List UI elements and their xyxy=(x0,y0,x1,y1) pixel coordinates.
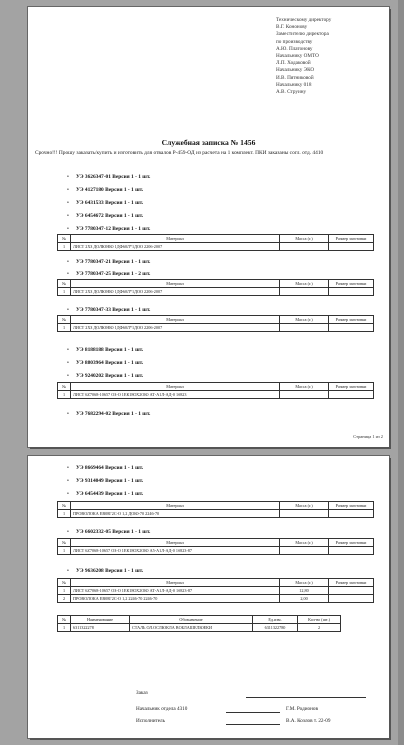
col-header: Масса (г.) xyxy=(280,579,329,587)
col-header: Материал xyxy=(71,235,280,243)
col-header: Размер заготовки xyxy=(329,235,374,243)
col-header: Материал xyxy=(71,316,280,324)
material-table xyxy=(57,501,374,518)
document-page-2 xyxy=(28,456,389,738)
col-header: Материал xyxy=(71,502,280,510)
col-header: № xyxy=(58,280,71,288)
list-item: • УЭ 8188188 Версия 1 - 1 шт. xyxy=(76,347,143,353)
addressee-line: А.В. Струину xyxy=(276,89,307,96)
addressee-line: по производству xyxy=(276,38,313,45)
material-table xyxy=(57,382,374,399)
table-row: 1 ЛИСТ 6Z7068-10657 ОЗ-О 1ЕК18ОХ2ОЮ АТ-А1Л-АД-0 1б823 xyxy=(58,391,374,399)
page-number: Страница 1 из 2 xyxy=(353,434,383,439)
col-header: Обозначение xyxy=(130,616,253,624)
list-item: • УЭ 6454672 Версия 1 - 1 шт. xyxy=(76,213,143,219)
approve-label: Заказ xyxy=(136,690,148,696)
col-header: Масса (г.) xyxy=(280,502,329,510)
signature-line xyxy=(226,724,280,725)
list-item: • УЭ 6454439 Версия 1 - 1 шт. xyxy=(76,491,143,497)
table-row: 1 ЛИСТ 6Z7068-10657 ОЗ-О 1ЕК18ОХ2ОЮ АТ-А1Л-АД-0 1б823-87 12,80 xyxy=(58,587,374,595)
addressee-block xyxy=(276,17,384,96)
table-row: 1 ЛИСТ 2ХЗ ДОЛЮНЮ 1ДФ60Л*1ДОО 2206-2007 xyxy=(58,243,374,251)
col-header: Размер заготовки xyxy=(329,316,374,324)
signer-name: В.А. Козлов т. 22-09 xyxy=(286,718,331,724)
addressee-line: Начальнику ОМТО xyxy=(276,53,319,60)
col-header: № xyxy=(58,539,71,547)
col-header: Масса (г.) xyxy=(280,280,329,288)
addressee-line: Начальнику 018 xyxy=(276,81,312,88)
col-header: № xyxy=(58,616,71,624)
material-table xyxy=(57,315,374,332)
col-header: Размер заготовки xyxy=(329,502,374,510)
scrollbar[interactable] xyxy=(398,0,404,745)
col-header: № xyxy=(58,383,71,391)
addressee-line: А.Ю. Платонову xyxy=(276,45,313,52)
list-item: • УЭ 7780347-21 Версия 1 - 1 шт. xyxy=(76,259,150,265)
col-header: № xyxy=(58,235,71,243)
list-item: • УЭ 8669464 Версия 1 - 1 шт. xyxy=(76,465,143,471)
list-item: • УЭ 3626347-01 Версия 1 - 1 шт. xyxy=(76,174,150,180)
col-header: № xyxy=(58,316,71,324)
table-row: 1 6311322278 СТАЛЬ ОЛ.ОСЛЮКЛА ВОБЛАШЕЛЮЕКИ 6311322780 2 xyxy=(58,624,341,632)
col-header: Масса (г.) xyxy=(280,235,329,243)
list-item: • УЭ 9636208 Версия 1 - 1 шт. xyxy=(76,568,143,574)
material-table xyxy=(57,234,374,251)
issue-table xyxy=(57,615,341,632)
table-row: 1 ПРОВОЛОКА ЕВ08Г2С-О 1,2 ДОЮ-70 2246-70 xyxy=(58,510,374,518)
signer-name: Г.М. Родионов xyxy=(286,706,318,712)
col-header: Размер заготовки xyxy=(329,383,374,391)
list-item: • УЭ 9314049 Версия 1 - 1 шт. xyxy=(76,478,143,484)
col-header: Масса (г.) xyxy=(280,539,329,547)
addressee-line: В.Г. Кононову xyxy=(276,24,308,31)
material-table xyxy=(57,578,374,603)
col-header: Материал xyxy=(71,383,280,391)
table-row: 1 ЛИСТ 6Z7068-10657 ОЗ-О 1ЕК18ОХ2ОЮ А5-А1Л-АД-0 1б823-87 xyxy=(58,547,374,555)
addressee-line: Заместителю директора xyxy=(276,31,329,38)
col-header: Размер заготовки xyxy=(329,579,374,587)
list-item: • УЭ 7780347-33 Версия 1 - 1 шт. xyxy=(76,307,150,313)
list-item: • УЭ 7682294-02 Версия 1 - 1 шт. xyxy=(76,411,150,417)
list-item: • УЭ 6602332-05 Версия 1 - 1 шт. xyxy=(76,529,150,535)
addressee-line: И.В. Пятниковой xyxy=(276,74,314,81)
col-header: Кол-во (шт.) xyxy=(298,616,341,624)
document-page-1 xyxy=(28,7,389,447)
memo-intro: Срочно!!! Прошу заказать/купить и изготовить для отвалов Р-459-ОД из расчета на 1 комплект. ПКИ заказаны согл. отд. 4410 xyxy=(35,150,324,156)
signature-line xyxy=(246,697,366,698)
col-header: Материал xyxy=(71,579,280,587)
list-item: • УЭ 8803964 Версия 1 - 1 шт. xyxy=(76,360,143,366)
signer-role: Исполнитель xyxy=(136,718,166,724)
list-item: • УЭ 7780347-25 Версия 1 - 2 шт. xyxy=(76,271,150,277)
addressee-line: Начальнику ЭКО xyxy=(276,67,315,74)
addressee-line: Л.П. Ходаковой xyxy=(276,60,311,67)
signature-line xyxy=(226,712,280,713)
col-header: Масса (г.) xyxy=(280,316,329,324)
table-row: 1 ЛИСТ 2ХЗ ДОЛЮНЮ 1ДФ60Л*1ДОО 2206-2007 xyxy=(58,288,374,296)
memo-title: Служебная записка № 1456 xyxy=(161,138,256,147)
list-item: • УЭ 7780347-12 Версия 1 - 1 шт. xyxy=(76,226,150,232)
addressee-line: Техническому директору xyxy=(276,17,332,23)
col-header: Масса (г.) xyxy=(280,383,329,391)
list-item: • УЭ 6431533 Версия 1 - 1 шт. xyxy=(76,200,143,206)
col-header: № xyxy=(58,579,71,587)
col-header: Ед.изм. xyxy=(253,616,298,624)
list-item: • УЭ 9240202 Версия 1 - 1 шт. xyxy=(76,373,143,379)
col-header: Материал xyxy=(71,539,280,547)
table-row: 1 ЛИСТ 2ХЗ ДОЛЮНЮ 1ДФ60Л*1ДОО 2206-2007 xyxy=(58,324,374,332)
col-header: Размер заготовки xyxy=(329,280,374,288)
col-header: № xyxy=(58,502,71,510)
col-header: Размер заготовки xyxy=(329,539,374,547)
col-header: Материал xyxy=(71,280,280,288)
signer-role: Начальник отдела 4310 xyxy=(136,706,188,712)
material-table xyxy=(57,538,374,555)
col-header: Наименование xyxy=(71,616,130,624)
material-table xyxy=(57,279,374,296)
list-item: • УЭ 4127180 Версия 1 - 1 шт. xyxy=(76,187,143,193)
table-row: 2 ПРОВОЛОКА ЕВ08Г2С-О 1,2 2246-70 2246-70 2,00 xyxy=(58,595,374,603)
